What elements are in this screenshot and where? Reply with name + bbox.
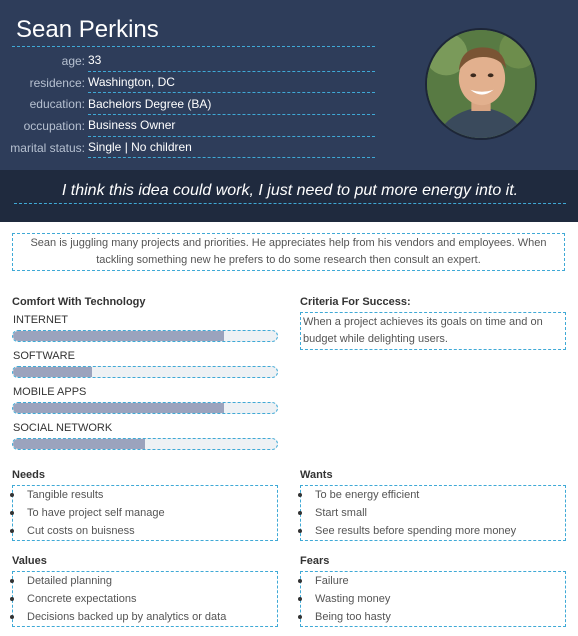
fears-list	[300, 571, 566, 627]
tech-bar-internet	[12, 330, 278, 342]
attr-marital-status	[0, 137, 375, 159]
wants-list	[300, 485, 566, 541]
attr-value: Single | No children	[88, 137, 375, 159]
list-item: Decisions backed up by analytics or data	[13, 608, 277, 626]
attr-value: 33	[88, 50, 375, 72]
list-item: Tangible results	[13, 486, 277, 504]
list-item: To be energy efficient	[301, 486, 565, 504]
list-item: To have project self manage	[13, 504, 277, 522]
attr-label: occupation:	[23, 118, 85, 133]
values-list	[12, 571, 278, 627]
criteria-title: Criteria For Success:	[300, 296, 411, 308]
values-title: Values	[12, 555, 47, 567]
list-item: See results before spending more money	[301, 522, 565, 540]
tech-label-software: SOFTWARE	[13, 350, 75, 362]
attr-label: marital status:	[10, 140, 85, 155]
tech-label-internet: INTERNET	[13, 314, 68, 326]
attr-occupation	[0, 115, 375, 137]
tech-bar-mobile-apps	[12, 402, 278, 414]
tech-bar-fill	[13, 331, 224, 341]
needs-list	[12, 485, 278, 541]
wants-title: Wants	[300, 469, 333, 481]
list-item: Concrete expectations	[13, 590, 277, 608]
attr-label: residence:	[29, 75, 85, 90]
persona-attributes	[0, 50, 375, 158]
tech-label-social-network: SOCIAL NETWORK	[13, 422, 113, 434]
attr-age	[0, 50, 375, 72]
persona-quote: I think this idea could work, I just need to put more energy into it.	[14, 182, 566, 204]
fears-title: Fears	[300, 555, 330, 567]
attr-value: Bachelors Degree (BA)	[88, 93, 375, 115]
list-item: Cut costs on buisness	[13, 522, 277, 540]
avatar-photo	[427, 30, 535, 138]
list-item: Wasting money	[301, 590, 565, 608]
persona-header	[0, 0, 578, 170]
persona-name: Sean Perkins	[12, 16, 375, 47]
technology-title: Comfort With Technology	[12, 296, 146, 308]
attr-label: age:	[61, 53, 85, 68]
attr-value: Business Owner	[88, 115, 375, 137]
attr-label: education:	[29, 97, 85, 112]
persona-avatar	[425, 28, 537, 140]
attr-value: Washington, DC	[88, 72, 375, 94]
list-item: Detailed planning	[13, 572, 277, 590]
tech-bar-fill	[13, 403, 224, 413]
list-item: Being too hasty	[301, 608, 565, 626]
tech-label-mobile-apps: MOBILE APPS	[13, 386, 87, 398]
attr-residence	[0, 72, 375, 94]
needs-title: Needs	[12, 469, 46, 481]
persona-summary: Sean is juggling many projects and priorities. He appreciates help from his vendors and employees. When tackling something new he prefers to do some research then consult an expert.	[12, 233, 565, 271]
tech-bar-fill	[13, 367, 92, 377]
criteria-text: When a project achieves its goals on time and on budget while delighting users.	[300, 312, 566, 350]
list-item: Failure	[301, 572, 565, 590]
tech-bar-software	[12, 366, 278, 378]
tech-bar-fill	[13, 439, 145, 449]
attr-education	[0, 93, 375, 115]
quote-band	[0, 170, 578, 222]
list-item: Start small	[301, 504, 565, 522]
tech-bar-social-network	[12, 438, 278, 450]
